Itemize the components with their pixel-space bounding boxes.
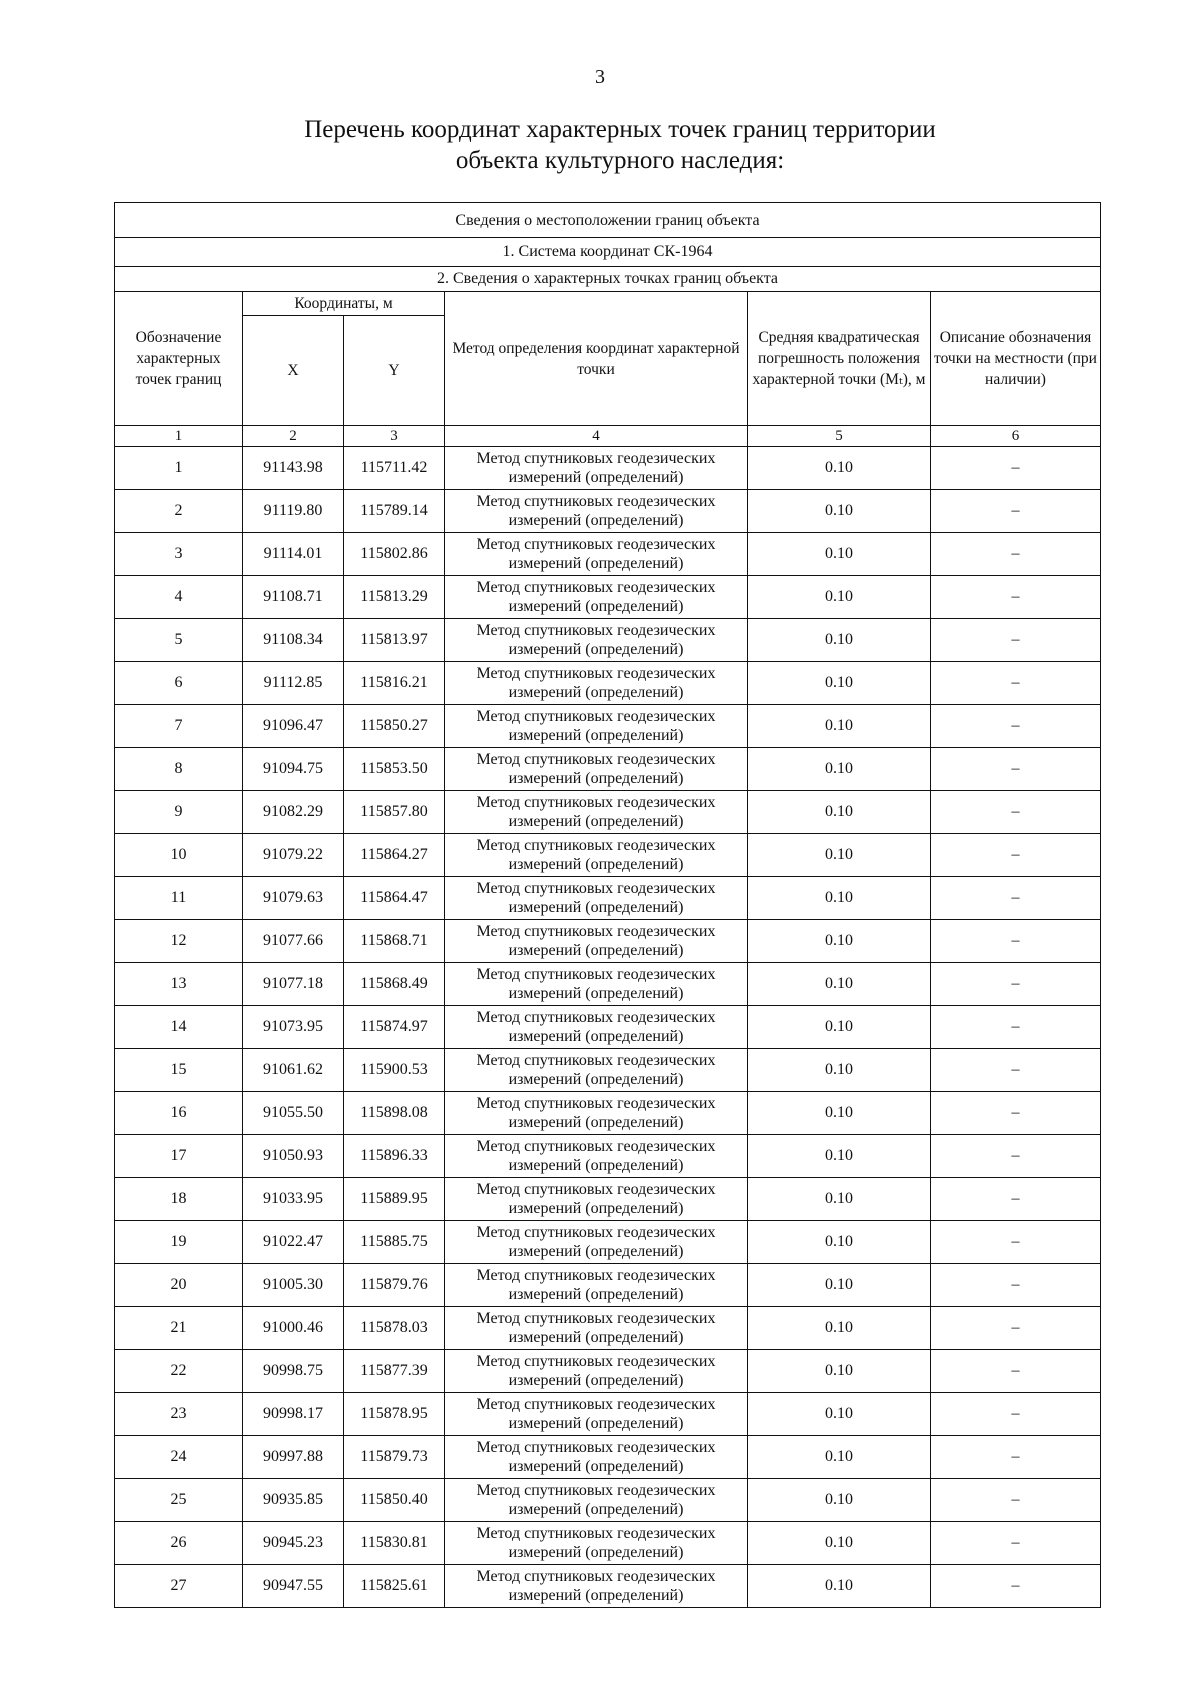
coord-system: 1. Система координат СК-1964 <box>115 238 1101 267</box>
description-cell: – <box>931 1264 1101 1307</box>
error-cell: 0.10 <box>748 1436 931 1479</box>
table-row <box>115 1393 1101 1436</box>
point-number-cell: 8 <box>115 748 243 791</box>
col-coords-group-header: Координаты, м <box>243 292 445 316</box>
y-coordinate-cell: 115889.95 <box>344 1178 445 1221</box>
description-cell: – <box>931 619 1101 662</box>
description-cell: – <box>931 748 1101 791</box>
error-cell: 0.10 <box>748 877 931 920</box>
table-row <box>115 1264 1101 1307</box>
method-cell: Метод спутниковых геодезических измерений (определений) <box>445 791 748 834</box>
error-cell: 0.10 <box>748 1221 931 1264</box>
table-row <box>115 834 1101 877</box>
y-coordinate-cell: 115853.50 <box>344 748 445 791</box>
point-number-cell: 9 <box>115 791 243 834</box>
method-cell: Метод спутниковых геодезических измерений (определений) <box>445 748 748 791</box>
column-number: 3 <box>344 426 445 447</box>
error-cell: 0.10 <box>748 1264 931 1307</box>
method-cell: Метод спутниковых геодезических измерений (определений) <box>445 1092 748 1135</box>
method-cell: Метод спутниковых геодезических измерений (определений) <box>445 1049 748 1092</box>
method-cell: Метод спутниковых геодезических измерений (определений) <box>445 447 748 490</box>
description-cell: – <box>931 705 1101 748</box>
y-coordinate-cell: 115874.97 <box>344 1006 445 1049</box>
column-number: 4 <box>445 426 748 447</box>
table-row <box>115 1135 1101 1178</box>
x-coordinate-cell: 91143.98 <box>243 447 344 490</box>
point-number-cell: 18 <box>115 1178 243 1221</box>
column-number: 6 <box>931 426 1101 447</box>
method-cell: Метод спутниковых геодезических измерений (определений) <box>445 1221 748 1264</box>
point-number-cell: 19 <box>115 1221 243 1264</box>
point-number-cell: 23 <box>115 1393 243 1436</box>
y-coordinate-cell: 115868.49 <box>344 963 445 1006</box>
description-cell: – <box>931 1350 1101 1393</box>
error-cell: 0.10 <box>748 1006 931 1049</box>
col-x-header: X <box>243 316 344 426</box>
point-number-cell: 2 <box>115 490 243 533</box>
description-cell: – <box>931 1092 1101 1135</box>
x-coordinate-cell: 91112.85 <box>243 662 344 705</box>
method-cell: Метод спутниковых геодезических измерений (определений) <box>445 1565 748 1608</box>
table-row <box>115 1092 1101 1135</box>
title-line-1: Перечень координат характерных точек границ территории <box>304 116 936 143</box>
error-cell: 0.10 <box>748 1135 931 1178</box>
table-row <box>115 662 1101 705</box>
point-number-cell: 14 <box>115 1006 243 1049</box>
method-cell: Метод спутниковых геодезических измерений (определений) <box>445 1307 748 1350</box>
method-cell: Метод спутниковых геодезических измерений (определений) <box>445 1178 748 1221</box>
table-row <box>115 490 1101 533</box>
x-coordinate-cell: 90998.17 <box>243 1393 344 1436</box>
error-cell: 0.10 <box>748 619 931 662</box>
error-cell: 0.10 <box>748 705 931 748</box>
point-number-cell: 12 <box>115 920 243 963</box>
error-cell: 0.10 <box>748 1350 931 1393</box>
error-cell: 0.10 <box>748 1092 931 1135</box>
method-cell: Метод спутниковых геодезических измерений (определений) <box>445 920 748 963</box>
table-row <box>115 877 1101 920</box>
x-coordinate-cell: 91050.93 <box>243 1135 344 1178</box>
point-number-cell: 11 <box>115 877 243 920</box>
column-number-row <box>115 426 1101 447</box>
point-number-cell: 3 <box>115 533 243 576</box>
error-cell: 0.10 <box>748 748 931 791</box>
point-number-cell: 20 <box>115 1264 243 1307</box>
table-row <box>115 1307 1101 1350</box>
y-coordinate-cell: 115802.86 <box>344 533 445 576</box>
x-coordinate-cell: 91119.80 <box>243 490 344 533</box>
error-cell: 0.10 <box>748 1479 931 1522</box>
method-cell: Метод спутниковых геодезических измерений (определений) <box>445 1479 748 1522</box>
method-cell: Метод спутниковых геодезических измерений (определений) <box>445 1006 748 1049</box>
x-coordinate-cell: 91005.30 <box>243 1264 344 1307</box>
method-cell: Метод спутниковых геодезических измерений (определений) <box>445 1350 748 1393</box>
title-line-2: объекта культурного наследия: <box>455 147 785 174</box>
x-coordinate-cell: 90947.55 <box>243 1565 344 1608</box>
coordinates-table <box>114 202 1101 1608</box>
method-cell: Метод спутниковых геодезических измерений (определений) <box>445 490 748 533</box>
method-cell: Метод спутниковых геодезических измерений (определений) <box>445 1135 748 1178</box>
description-cell: – <box>931 533 1101 576</box>
point-number-cell: 27 <box>115 1565 243 1608</box>
error-cell: 0.10 <box>748 834 931 877</box>
y-coordinate-cell: 115877.39 <box>344 1350 445 1393</box>
col-designation-header: Обозначение характерных точек границ <box>115 292 243 426</box>
point-number-cell: 17 <box>115 1135 243 1178</box>
y-coordinate-cell: 115898.08 <box>344 1092 445 1135</box>
table-row <box>115 1565 1101 1608</box>
description-cell: – <box>931 1135 1101 1178</box>
error-cell: 0.10 <box>748 963 931 1006</box>
table-row <box>115 1178 1101 1221</box>
x-coordinate-cell: 90997.88 <box>243 1436 344 1479</box>
page-title <box>0 114 1200 176</box>
table-row <box>115 1522 1101 1565</box>
method-cell: Метод спутниковых геодезических измерений (определений) <box>445 834 748 877</box>
point-number-cell: 6 <box>115 662 243 705</box>
table-row <box>115 1436 1101 1479</box>
error-cell: 0.10 <box>748 1307 931 1350</box>
point-number-cell: 7 <box>115 705 243 748</box>
y-coordinate-cell: 115857.80 <box>344 791 445 834</box>
method-cell: Метод спутниковых геодезических измерений (определений) <box>445 576 748 619</box>
x-coordinate-cell: 91055.50 <box>243 1092 344 1135</box>
x-coordinate-cell: 91079.63 <box>243 877 344 920</box>
x-coordinate-cell: 91022.47 <box>243 1221 344 1264</box>
point-number-cell: 22 <box>115 1350 243 1393</box>
point-number-cell: 5 <box>115 619 243 662</box>
y-coordinate-cell: 115878.03 <box>344 1307 445 1350</box>
column-number: 5 <box>748 426 931 447</box>
x-coordinate-cell: 91000.46 <box>243 1307 344 1350</box>
x-coordinate-cell: 91077.66 <box>243 920 344 963</box>
y-coordinate-cell: 115868.71 <box>344 920 445 963</box>
description-cell: – <box>931 1006 1101 1049</box>
table-row <box>115 1049 1101 1092</box>
description-cell: – <box>931 1522 1101 1565</box>
method-cell: Метод спутниковых геодезических измерений (определений) <box>445 1393 748 1436</box>
description-cell: – <box>931 791 1101 834</box>
table-row <box>115 1350 1101 1393</box>
y-coordinate-cell: 115864.47 <box>344 877 445 920</box>
y-coordinate-cell: 115878.95 <box>344 1393 445 1436</box>
x-coordinate-cell: 91077.18 <box>243 963 344 1006</box>
col-error-header: Средняя квадратическая погрешность положения характерной точки (Mₜ), м <box>748 292 931 426</box>
y-coordinate-cell: 115813.29 <box>344 576 445 619</box>
y-coordinate-cell: 115850.27 <box>344 705 445 748</box>
table-row <box>115 1006 1101 1049</box>
description-cell: – <box>931 662 1101 705</box>
description-cell: – <box>931 447 1101 490</box>
method-cell: Метод спутниковых геодезических измерений (определений) <box>445 877 748 920</box>
y-coordinate-cell: 115879.73 <box>344 1436 445 1479</box>
description-cell: – <box>931 877 1101 920</box>
description-cell: – <box>931 490 1101 533</box>
y-coordinate-cell: 115825.61 <box>344 1565 445 1608</box>
error-cell: 0.10 <box>748 791 931 834</box>
column-header-row-1 <box>115 292 1101 316</box>
method-cell: Метод спутниковых геодезических измерений (определений) <box>445 705 748 748</box>
point-number-cell: 15 <box>115 1049 243 1092</box>
table-row <box>115 705 1101 748</box>
y-coordinate-cell: 115816.21 <box>344 662 445 705</box>
method-cell: Метод спутниковых геодезических измерений (определений) <box>445 1264 748 1307</box>
x-coordinate-cell: 91096.47 <box>243 705 344 748</box>
description-cell: – <box>931 834 1101 877</box>
description-cell: – <box>931 576 1101 619</box>
error-cell: 0.10 <box>748 447 931 490</box>
error-cell: 0.10 <box>748 1565 931 1608</box>
y-coordinate-cell: 115900.53 <box>344 1049 445 1092</box>
error-cell: 0.10 <box>748 1049 931 1092</box>
description-cell: – <box>931 1479 1101 1522</box>
y-coordinate-cell: 115789.14 <box>344 490 445 533</box>
x-coordinate-cell: 91114.01 <box>243 533 344 576</box>
point-number-cell: 21 <box>115 1307 243 1350</box>
table-row <box>115 791 1101 834</box>
error-cell: 0.10 <box>748 490 931 533</box>
point-number-cell: 1 <box>115 447 243 490</box>
x-coordinate-cell: 91073.95 <box>243 1006 344 1049</box>
error-cell: 0.10 <box>748 1178 931 1221</box>
table-row <box>115 619 1101 662</box>
description-cell: – <box>931 1221 1101 1264</box>
table-row <box>115 1221 1101 1264</box>
table-row <box>115 920 1101 963</box>
description-cell: – <box>931 1307 1101 1350</box>
table-row <box>115 447 1101 490</box>
point-number-cell: 24 <box>115 1436 243 1479</box>
y-coordinate-cell: 115850.40 <box>344 1479 445 1522</box>
y-coordinate-cell: 115879.76 <box>344 1264 445 1307</box>
column-number: 1 <box>115 426 243 447</box>
col-method-header: Метод определения координат характерной точки <box>445 292 748 426</box>
col-description-header: Описание обозначения точки на местности (при наличии) <box>931 292 1101 426</box>
description-cell: – <box>931 1178 1101 1221</box>
x-coordinate-cell: 91094.75 <box>243 748 344 791</box>
method-cell: Метод спутниковых геодезических измерений (определений) <box>445 963 748 1006</box>
table-row <box>115 963 1101 1006</box>
y-coordinate-cell: 115896.33 <box>344 1135 445 1178</box>
x-coordinate-cell: 91061.62 <box>243 1049 344 1092</box>
method-cell: Метод спутниковых геодезических измерений (определений) <box>445 1436 748 1479</box>
y-coordinate-cell: 115830.81 <box>344 1522 445 1565</box>
method-cell: Метод спутниковых геодезических измерений (определений) <box>445 662 748 705</box>
x-coordinate-cell: 91108.71 <box>243 576 344 619</box>
section-header: Сведения о местоположении границ объекта <box>115 203 1101 238</box>
point-number-cell: 16 <box>115 1092 243 1135</box>
coord-system-row <box>115 238 1101 267</box>
y-coordinate-cell: 115864.27 <box>344 834 445 877</box>
error-cell: 0.10 <box>748 662 931 705</box>
section-header-row <box>115 203 1101 238</box>
y-coordinate-cell: 115885.75 <box>344 1221 445 1264</box>
point-number-cell: 13 <box>115 963 243 1006</box>
y-coordinate-cell: 115813.97 <box>344 619 445 662</box>
method-cell: Метод спутниковых геодезических измерений (определений) <box>445 533 748 576</box>
page-number: 3 <box>595 66 605 88</box>
x-coordinate-cell: 90998.75 <box>243 1350 344 1393</box>
error-cell: 0.10 <box>748 1393 931 1436</box>
error-cell: 0.10 <box>748 1522 931 1565</box>
table-row <box>115 748 1101 791</box>
y-coordinate-cell: 115711.42 <box>344 447 445 490</box>
table-row <box>115 576 1101 619</box>
description-cell: – <box>931 1393 1101 1436</box>
x-coordinate-cell: 91033.95 <box>243 1178 344 1221</box>
table-row <box>115 533 1101 576</box>
error-cell: 0.10 <box>748 576 931 619</box>
x-coordinate-cell: 91079.22 <box>243 834 344 877</box>
description-cell: – <box>931 963 1101 1006</box>
x-coordinate-cell: 90945.23 <box>243 1522 344 1565</box>
error-cell: 0.10 <box>748 920 931 963</box>
method-cell: Метод спутниковых геодезических измерений (определений) <box>445 1522 748 1565</box>
method-cell: Метод спутниковых геодезических измерений (определений) <box>445 619 748 662</box>
x-coordinate-cell: 90935.85 <box>243 1479 344 1522</box>
point-number-cell: 25 <box>115 1479 243 1522</box>
points-header-row <box>115 267 1101 292</box>
points-header: 2. Сведения о характерных точках границ объекта <box>115 267 1101 292</box>
x-coordinate-cell: 91082.29 <box>243 791 344 834</box>
table-row <box>115 1479 1101 1522</box>
description-cell: – <box>931 1565 1101 1608</box>
description-cell: – <box>931 920 1101 963</box>
description-cell: – <box>931 1436 1101 1479</box>
point-number-cell: 10 <box>115 834 243 877</box>
point-number-cell: 26 <box>115 1522 243 1565</box>
column-number: 2 <box>243 426 344 447</box>
point-number-cell: 4 <box>115 576 243 619</box>
error-cell: 0.10 <box>748 533 931 576</box>
x-coordinate-cell: 91108.34 <box>243 619 344 662</box>
description-cell: – <box>931 1049 1101 1092</box>
col-y-header: Y <box>344 316 445 426</box>
